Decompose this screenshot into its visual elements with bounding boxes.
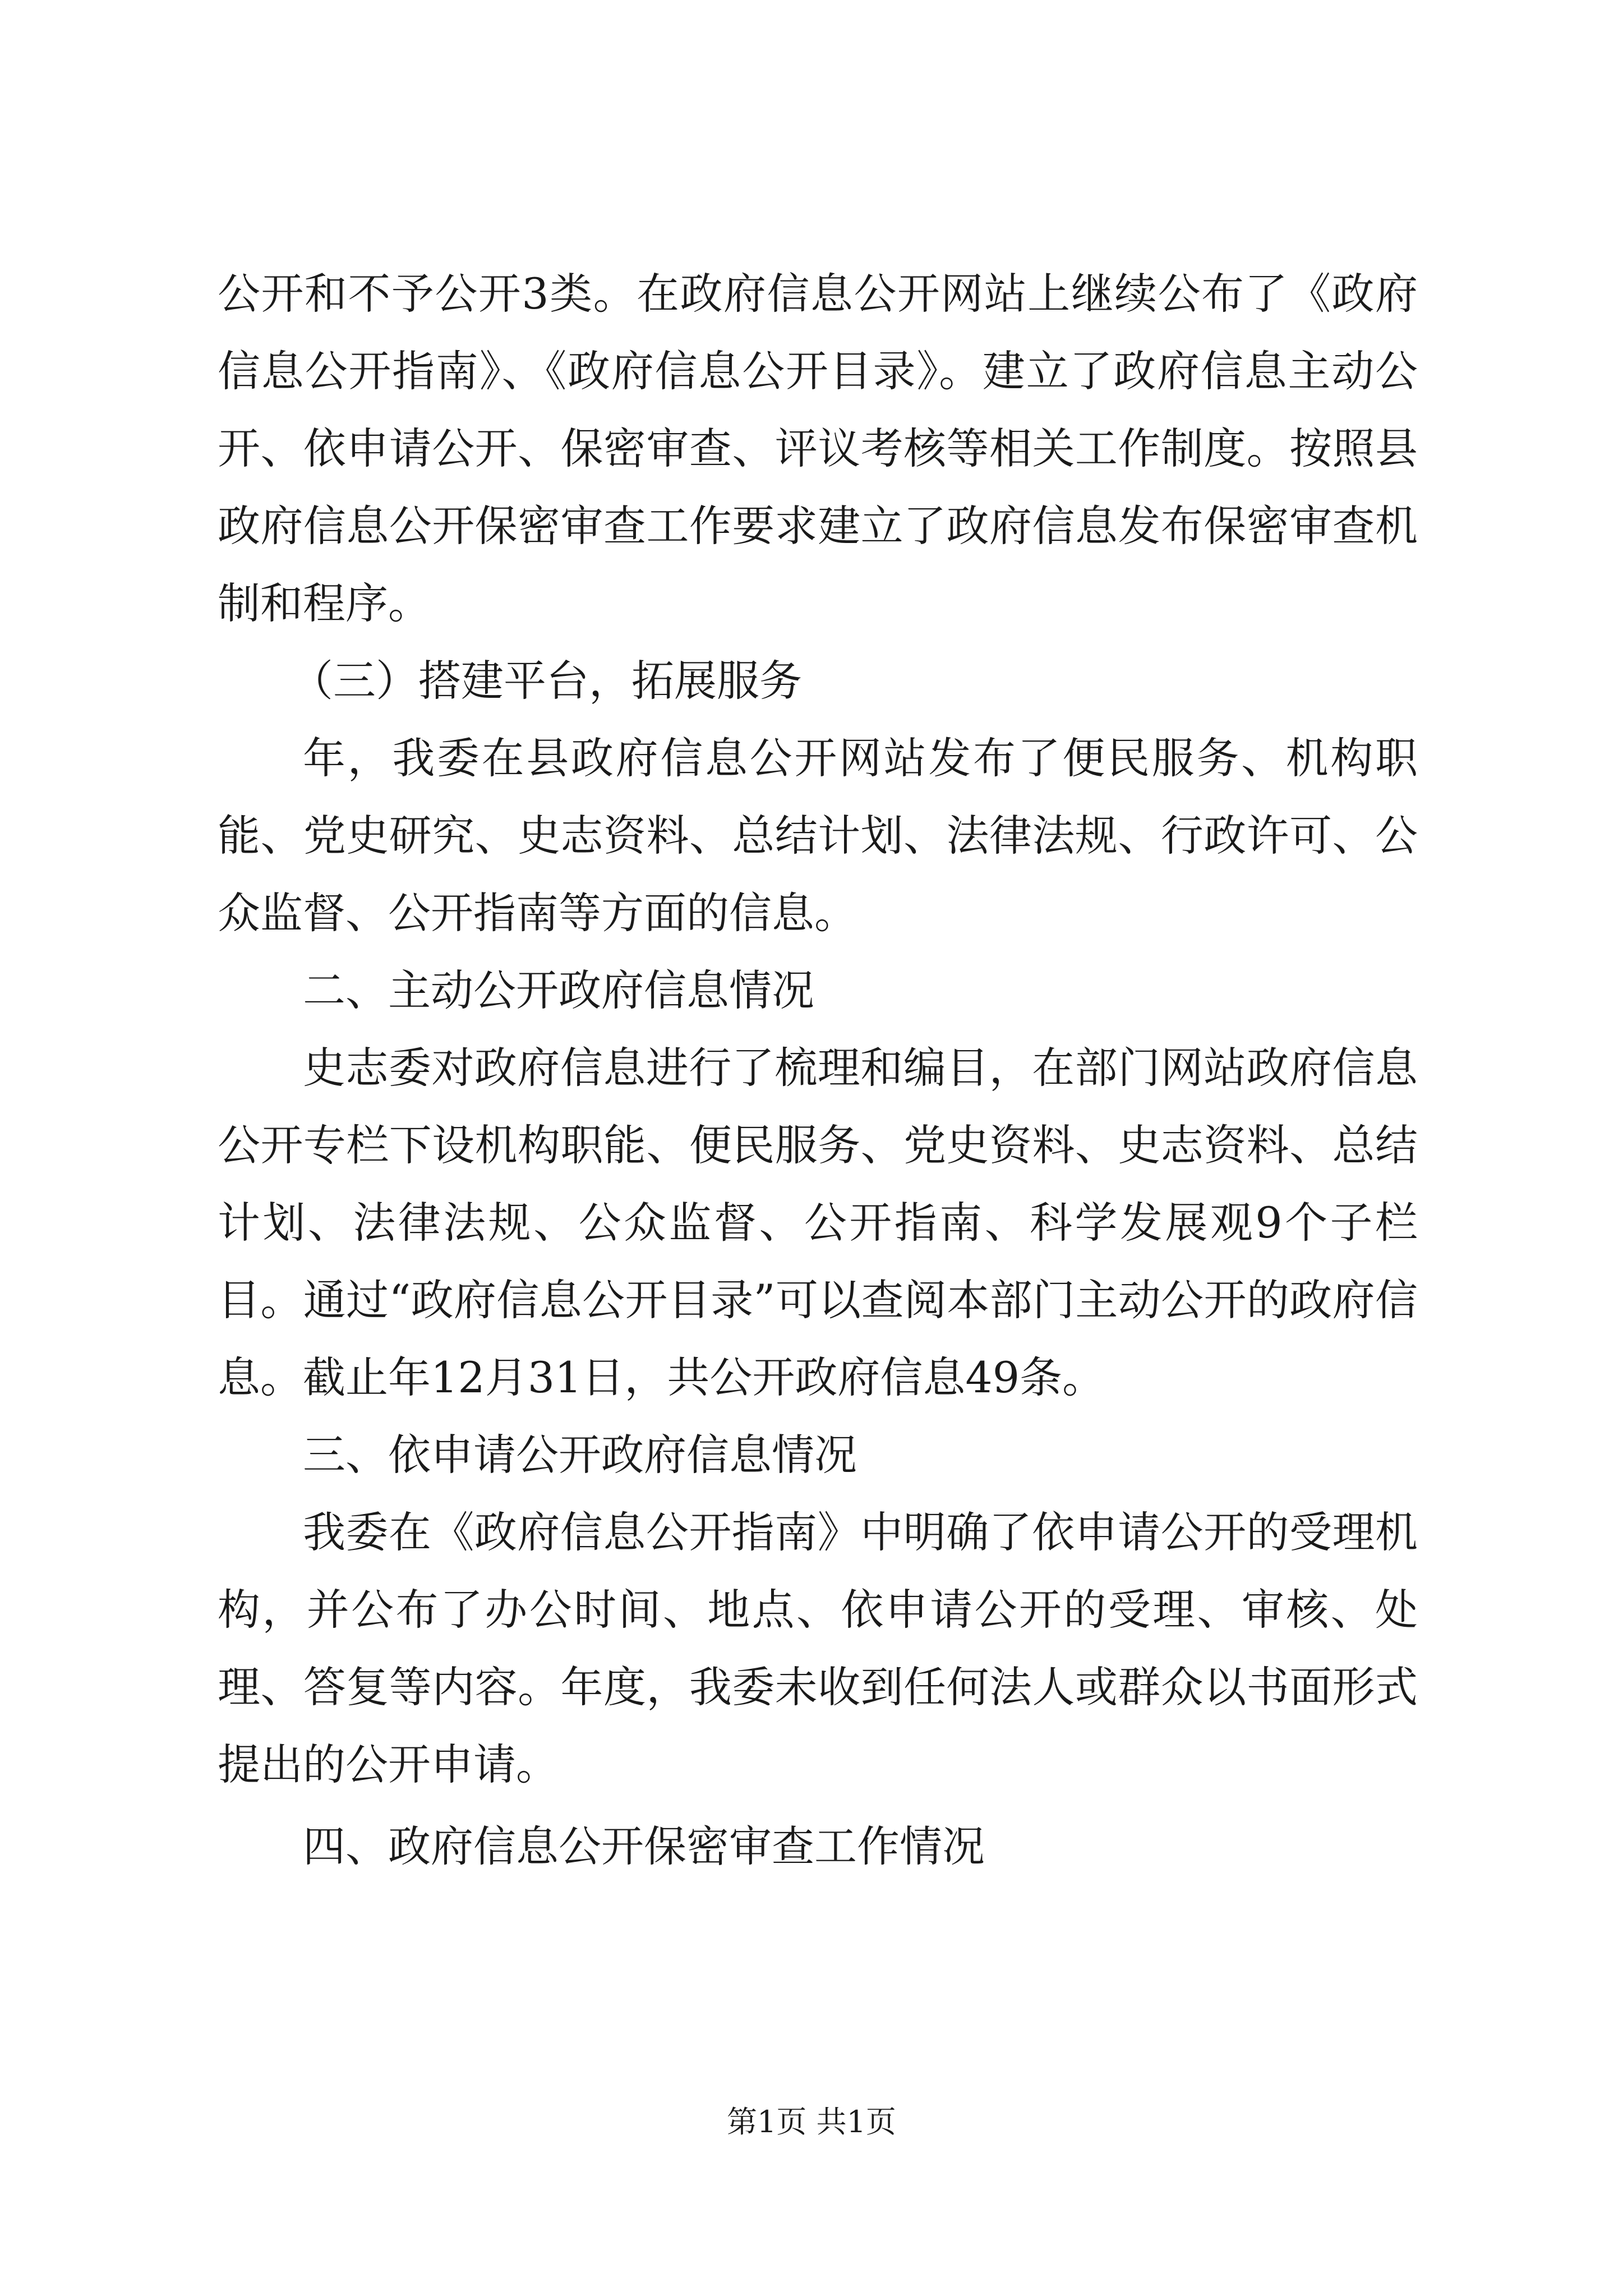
paragraph-platform-info: 年，我委在县政府信息公开网站发布了便民服务、机构职能、党史研究、史志资料、总结计划、法律法规、行政许可、公众监督、公开指南等方面的信息。: [218, 733, 1418, 938]
subheading-build-platform: （三）搭建平台，拓展服务: [291, 656, 802, 706]
paragraph-application-disclosure: 我委在《政府信息公开指南》中明确了依申请公开的受理机构，并公布了办公时间、地点、依申请公开的受理、审核、处理、答复等内容。年度，我委未收到任何法人或群众以书面形式提出的公开申请。: [218, 1507, 1418, 1789]
heading-application-disclosure: 三、依申请公开政府信息情况: [303, 1430, 857, 1480]
page-number-label: 第1页 共1页: [727, 2104, 896, 2139]
heading-active-disclosure: 二、主动公开政府信息情况: [303, 965, 814, 1015]
paragraph-continued: 公开和不予公开3类。在政府信息公开网站上继续公布了《政府信息公开指南》、《政府信息公开目录》。建立了政府信息主动公开、依申请公开、保密审查、评议考核等相关工作制度。按照县政府信息公开保密审查工作要求建立了政府信息发布保密审查机制和程序。: [218, 269, 1418, 628]
page-footer: [0, 2098, 1623, 2141]
heading-confidentiality-review: 四、政府信息公开保密审查工作情况: [303, 1821, 985, 1871]
paragraph-active-disclosure: 史志委对政府信息进行了梳理和编目，在部门网站政府信息公开专栏下设机构职能、便民服务、党史资料、史志资料、总结计划、法律法规、公众监督、公开指南、科学发展观9个子栏目。通过“政府信息公开目录”可以查阅本部门主动公开的政府信息。截止年12月31日，共公开政府信息49条。: [218, 1043, 1418, 1402]
document-body: [218, 255, 1418, 1885]
